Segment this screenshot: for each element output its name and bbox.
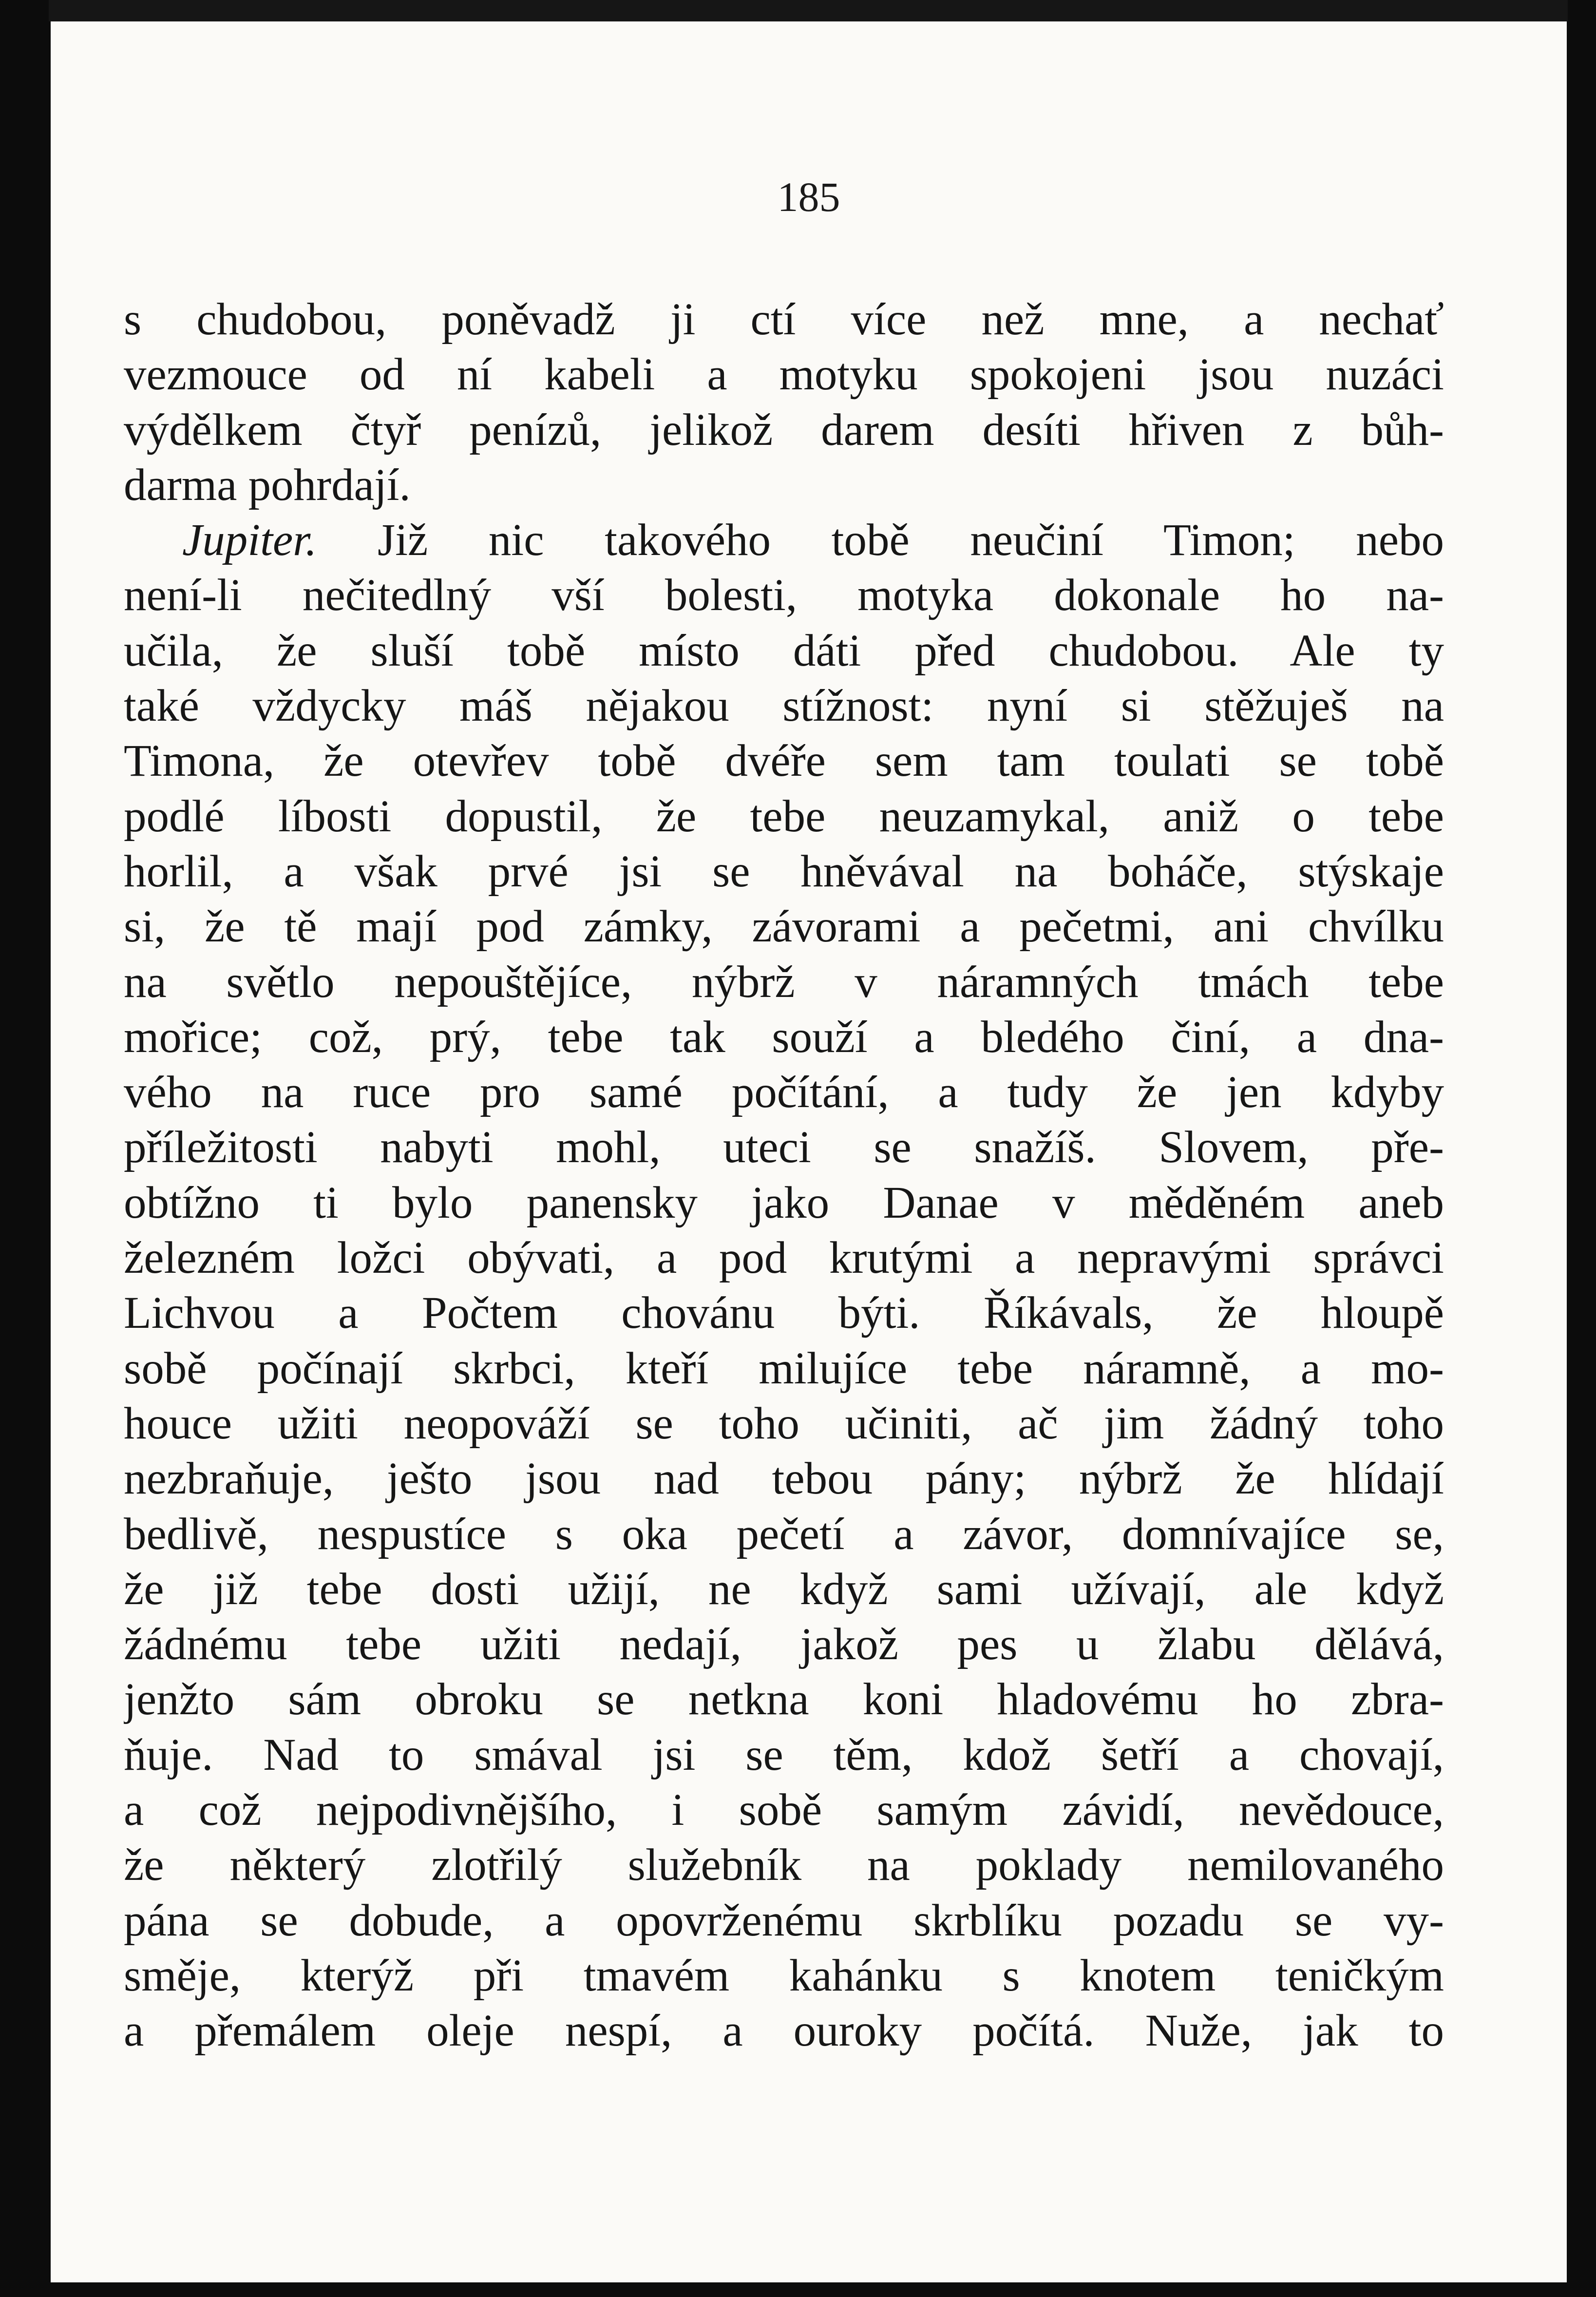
text-line: Lichvou a Počtem chovánu býti. Říkávals, že hloupě	[124, 1288, 1444, 1339]
text-line: žádnému tebe užiti nedají, jakož pes u žlabu dělává,	[124, 1619, 1444, 1670]
scan-top-border	[0, 0, 1596, 21]
text-line: příležitosti nabyti mohl, uteci se snažíš. Slovem, pře-	[124, 1122, 1444, 1173]
speaker-name: Jupiter.	[182, 515, 317, 566]
text-line: není-li nečitedlný vší bolesti, motyka dokonale ho na-	[124, 570, 1444, 621]
text-line: na světlo nepouštějíce, nýbrž v náramných tmách tebe	[124, 957, 1444, 1007]
text-line: podlé líbosti dopustil, že tebe neuzamykal, aniž o tebe	[124, 791, 1444, 842]
text-line: pána se dobude, a opovrženému skrblíku pozadu se vy-	[124, 1895, 1444, 1946]
scan-left-border	[0, 0, 49, 2297]
text-line: a přemálem oleje nespí, a ouroky počítá. Nuže, jak to	[124, 2006, 1444, 2056]
page-number: 185	[777, 173, 840, 220]
speaker-line	[124, 513, 1444, 568]
text-line: a což nejpodivnějšího, i sobě samým závidí, nevědouce,	[124, 1785, 1444, 1836]
text-line: si, že tě mají pod zámky, závorami a pečetmi, ani chvílku	[124, 901, 1444, 952]
text-line: výdělkem čtyř penízů, jelikož darem desíti hřiven z bůh-	[124, 404, 1444, 455]
text-line: vezmouce od ní kabeli a motyku spokojeni jsou nuzáci	[124, 349, 1444, 400]
book-page	[51, 21, 1567, 2282]
text-line: houce užiti neopováží se toho učiniti, ač jim žádný toho	[124, 1398, 1444, 1449]
text-line: učila, že sluší tobě místo dáti před chudobou. Ale ty	[124, 625, 1444, 676]
text-line: železném ložci obývati, a pod krutými a nepravými správci	[124, 1233, 1444, 1283]
text-line: ňuje. Nad to smával jsi se těm, kdož šetří a chovají,	[124, 1729, 1444, 1780]
text-line: horlil, a však prvé jsi se hněvával na boháče, stýskaje	[124, 846, 1444, 897]
text-line: s chudobou, poněvadž ji ctí více než mne, a nechať	[124, 294, 1444, 345]
text-line: jenžto sám obroku se netkna koni hladovému ho zbra-	[124, 1674, 1444, 1725]
speaker-text: Již nic takového tobě neučiní Timon; nebo	[378, 515, 1444, 566]
text-line: také vždycky máš nějakou stížnost: nyní si stěžuješ na	[124, 681, 1444, 731]
text-line: Timona, že otevřev tobě dvéře sem tam toulati se tobě	[124, 736, 1444, 786]
text-line: směje, kterýž při tmavém kahánku s knotem teničkým	[124, 1950, 1444, 2001]
text-line: mořice; což, prý, tebe tak souží a bledého činí, a dna-	[124, 1012, 1444, 1062]
scan-right-border	[1568, 0, 1596, 2297]
text-line: vého na ruce pro samé počítání, a tudy že jen kdyby	[124, 1067, 1444, 1118]
text-line: nezbraňuje, ješto jsou nad tebou pány; nýbrž že hlídají	[124, 1454, 1444, 1504]
body-text	[124, 292, 1444, 2059]
text-line: sobě počínají skrbci, kteří milujíce tebe náramně, a mo-	[124, 1343, 1444, 1394]
text-line: že některý zlotřilý služebník na poklady nemilovaného	[124, 1840, 1444, 1891]
text-line: darma pohrdají.	[124, 459, 411, 510]
text-line: že již tebe dosti užijí, ne když sami užívají, ale když	[124, 1564, 1444, 1614]
text-line: bedlivě, nespustíce s oka pečetí a závor, domnívajíce se,	[124, 1509, 1444, 1559]
text-line: obtížno ti bylo panensky jako Danae v měděném aneb	[124, 1177, 1444, 1228]
